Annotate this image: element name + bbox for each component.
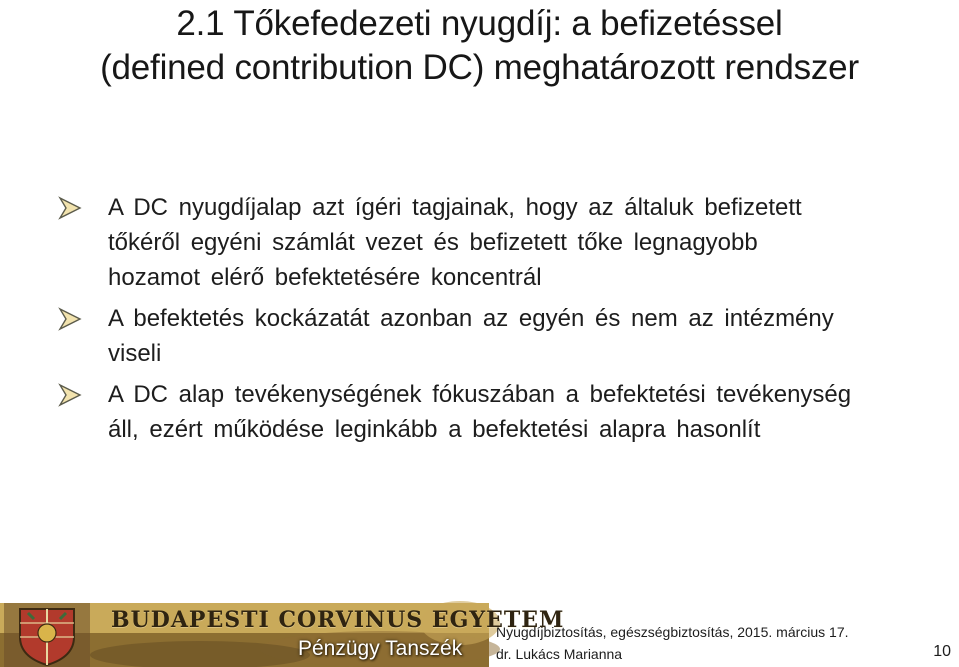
page-number: 10 xyxy=(933,643,951,660)
bullet-text-line: A DC alap tevékenységének fókuszában a befektetési tevékenység xyxy=(108,381,852,408)
slide-title xyxy=(0,2,959,90)
bullet-item xyxy=(58,301,918,371)
bullet-item xyxy=(58,190,918,295)
title-line-1: 2.1 Tőkefedezeti nyugdíj: a befizetéssel xyxy=(176,4,783,43)
bullet-list xyxy=(58,190,918,453)
university-name: BUDAPESTI CORVINUS EGYETEM xyxy=(111,607,565,633)
department-name: Pénzügy Tanszék xyxy=(298,637,463,660)
bullet-text-line: hozamot elérő befektetésére koncentrál xyxy=(108,264,542,291)
arrowhead-bullet-icon xyxy=(58,307,82,331)
arrowhead-bullet-icon xyxy=(58,383,82,407)
bullet-text-line: viseli xyxy=(108,340,162,367)
footer-info xyxy=(496,621,849,665)
university-crest-icon xyxy=(4,603,90,667)
course-info: Nyugdíjbiztosítás, egészségbiztosítás, 2015. március 17. xyxy=(496,624,849,640)
author-name: dr. Lukács Marianna xyxy=(496,646,623,662)
bullet-text-line: A DC nyugdíjalap azt ígéri tagjainak, hogy az általuk befizetett xyxy=(108,194,802,221)
bullet-text-line: áll, ezért működése leginkább a befektetési alapra hasonlít xyxy=(108,416,761,443)
arrowhead-bullet-icon xyxy=(58,196,82,220)
title-line-2: (defined contribution DC) meghatározott rendszer xyxy=(100,48,859,87)
bullet-text-line: A befektetés kockázatát azonban az egyén és nem az intézmény xyxy=(108,305,834,332)
bullet-text-line: tőkéről egyéni számlát vezet és befizetett tőke legnagyobb xyxy=(108,229,758,256)
bullet-item xyxy=(58,377,918,447)
slide-footer xyxy=(0,603,959,667)
